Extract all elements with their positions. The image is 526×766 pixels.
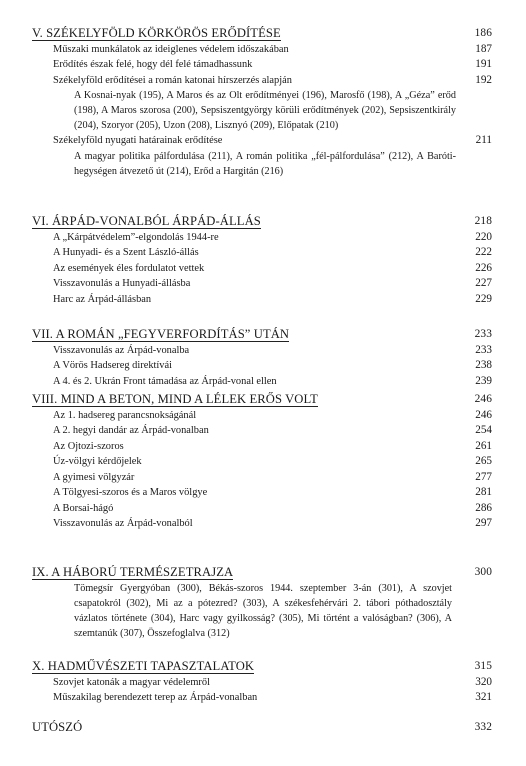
page-number: 277 xyxy=(475,470,492,483)
page-number: 191 xyxy=(475,58,492,70)
page-number: 321 xyxy=(475,691,492,703)
entry-label: Szovjet katonák a magyar védelemről xyxy=(53,676,210,688)
entry-label: Visszavonulás az Árpád-vonalból xyxy=(53,518,193,529)
entry-label: Székelyföld erődítései a román katonai hírszerzés alapján xyxy=(53,74,292,86)
toc-entry xyxy=(32,501,492,517)
chapter-ix xyxy=(32,565,492,641)
toc-entry xyxy=(32,439,492,455)
page-number: 297 xyxy=(475,517,492,529)
chapter-heading xyxy=(32,327,492,343)
toc-entry xyxy=(32,276,492,292)
page-number: 286 xyxy=(475,501,492,514)
chapter-heading xyxy=(32,392,492,408)
page-number: 229 xyxy=(475,292,492,305)
chapter-heading xyxy=(32,659,492,675)
toc-entry xyxy=(32,690,492,706)
page-number: 239 xyxy=(475,374,492,387)
chapter-title: VI. ÁRPÁD-VONALBÓL ÁRPÁD-ÁLLÁS xyxy=(32,214,261,228)
toc-entry xyxy=(32,42,492,58)
chapter-v xyxy=(32,26,492,179)
toc-subentries: A magyar politika pálfordulása (211), A román politika „fél-pálfordulása” (212), A Baróti-hegységen átvezető út (214), Erőd a Hargitán (216) xyxy=(74,150,456,177)
toc-entry xyxy=(32,133,492,149)
page-number: 218 xyxy=(474,215,492,227)
toc-entry xyxy=(32,408,492,424)
chapter-title: UTÓSZÓ xyxy=(32,720,83,734)
toc-entry xyxy=(32,57,492,73)
entry-label: A Vörös Hadsereg direktívái xyxy=(53,360,172,371)
entry-label: Erődítés észak felé, hogy dél felé támadhassunk xyxy=(53,59,253,70)
page-number: 233 xyxy=(475,343,492,356)
entry-label: Úz-völgyi kérdőjelek xyxy=(53,456,142,467)
toc-entry xyxy=(32,245,492,261)
page-number: 320 xyxy=(475,675,492,688)
toc-entry xyxy=(32,230,492,246)
toc-entry xyxy=(32,470,492,486)
entry-label: A 4. és 2. Ukrán Front támadása az Árpád-vonal ellen xyxy=(53,375,277,387)
toc-entry xyxy=(32,516,492,532)
chapter-heading xyxy=(32,214,492,230)
page-number: 254 xyxy=(475,424,492,436)
entry-label: Visszavonulás az Árpád-vonalba xyxy=(53,344,190,356)
page-number: 265 xyxy=(475,455,492,467)
entry-label: A Borsai-hágó xyxy=(53,502,114,514)
chapter-heading xyxy=(32,565,492,581)
chapter-x xyxy=(32,659,492,706)
page-number: 261 xyxy=(475,439,492,452)
entry-label: A „Kárpátvédelem”-elgondolás 1944-re xyxy=(53,231,219,243)
chapter-title: IX. A HÁBORÚ TERMÉSZETRAJZA xyxy=(32,565,234,579)
page-number: 238 xyxy=(475,359,492,371)
entry-label: Székelyföld nyugati határainak erődítése xyxy=(53,135,223,146)
chapter-heading xyxy=(32,720,492,736)
entry-label: A Tölgyesi-szoros és a Maros völgye xyxy=(53,487,208,498)
chapter-title: VII. A ROMÁN „FEGYVERFORDÍTÁS” UTÁN xyxy=(32,327,290,341)
page-number: 300 xyxy=(474,566,492,578)
toc-entry xyxy=(32,343,492,359)
toc-entry xyxy=(32,485,492,501)
toc-entry xyxy=(32,374,492,390)
page-number: 220 xyxy=(475,230,492,243)
chapter-viii xyxy=(32,392,492,532)
page-number: 186 xyxy=(474,27,492,39)
entry-label: Visszavonulás a Hunyadi-állásba xyxy=(53,278,191,289)
page-number: 222 xyxy=(475,246,492,258)
entry-label: A 2. hegyi dandár az Árpád-vonalban xyxy=(53,425,209,436)
chapter-title: V. SZÉKELYFÖLD KÖRKÖRÖS ERŐDÍTÉSE xyxy=(32,26,281,40)
page-number: 246 xyxy=(475,408,492,421)
page-number: 227 xyxy=(475,277,492,289)
chapter-afterword xyxy=(32,720,492,736)
page-number: 226 xyxy=(475,261,492,274)
page-number: 211 xyxy=(475,134,492,146)
entry-label: Az események éles fordulatot vettek xyxy=(53,262,205,274)
entry-label: Műszakilag berendezett terep az Árpád-vonalban xyxy=(53,692,258,703)
toc-entry xyxy=(32,292,492,308)
page-number: 246 xyxy=(474,393,492,405)
entry-label: Az 1. hadsereg parancsnokságánál xyxy=(53,409,197,421)
chapter-vii xyxy=(32,327,492,389)
toc-subentries: A Kosnai-nyak (195), A Maros és az Olt erődítményei (196), Marosfő (198), A „Géza” erőd (198), A Maros szorosa (200), Sepsiszentgyörgy körüli erődítmények (202), Sepsiszentkirály (204), Szoryor (205), Uzon (208), Lisznyó (209), Előpatak (210) xyxy=(74,90,456,131)
toc-entry xyxy=(32,454,492,470)
page-number: 187 xyxy=(475,42,492,55)
entry-label: A gyimesi völgyzár xyxy=(53,471,135,483)
page-number: 315 xyxy=(474,660,492,672)
page-number: 192 xyxy=(475,73,492,86)
toc-entry xyxy=(32,261,492,277)
chapter-vi xyxy=(32,214,492,307)
entry-label: Harc az Árpád-állásban xyxy=(53,293,152,305)
entry-label: A Hunyadi- és a Szent László-állás xyxy=(53,247,199,258)
entry-label: Az Ojtozi-szoros xyxy=(53,440,124,452)
toc-entry xyxy=(32,675,492,691)
toc-entry xyxy=(32,73,492,89)
toc-entry xyxy=(32,423,492,439)
toc-entry xyxy=(32,358,492,374)
page-number: 233 xyxy=(474,328,492,340)
entry-label: Műszaki munkálatok az ideiglenes védelem időszakában xyxy=(53,43,289,55)
chapter-title: X. HADMŰVÉSZETI TAPASZTALATOK xyxy=(32,659,255,673)
chapter-title: VIII. MIND A BETON, MIND A LÉLEK ERŐS VOLT xyxy=(32,392,318,406)
chapter-heading xyxy=(32,26,492,42)
page-number: 281 xyxy=(475,486,492,498)
toc-subentries: Tömegsír Gyergyóban (300), Békás-szoros 1944. szeptember 3-án (301), A szovjet csapatokról (302), Mi az a pótezred? (303), A székesfehérvári 2. tábori póthadosztály vázlatos története (304), Harc vagy gyilkosság? (305), Mi történt a valóságban? (306), A szemtanúk (307), Összefoglalva (312) xyxy=(74,582,452,639)
page-number: 332 xyxy=(474,721,492,733)
